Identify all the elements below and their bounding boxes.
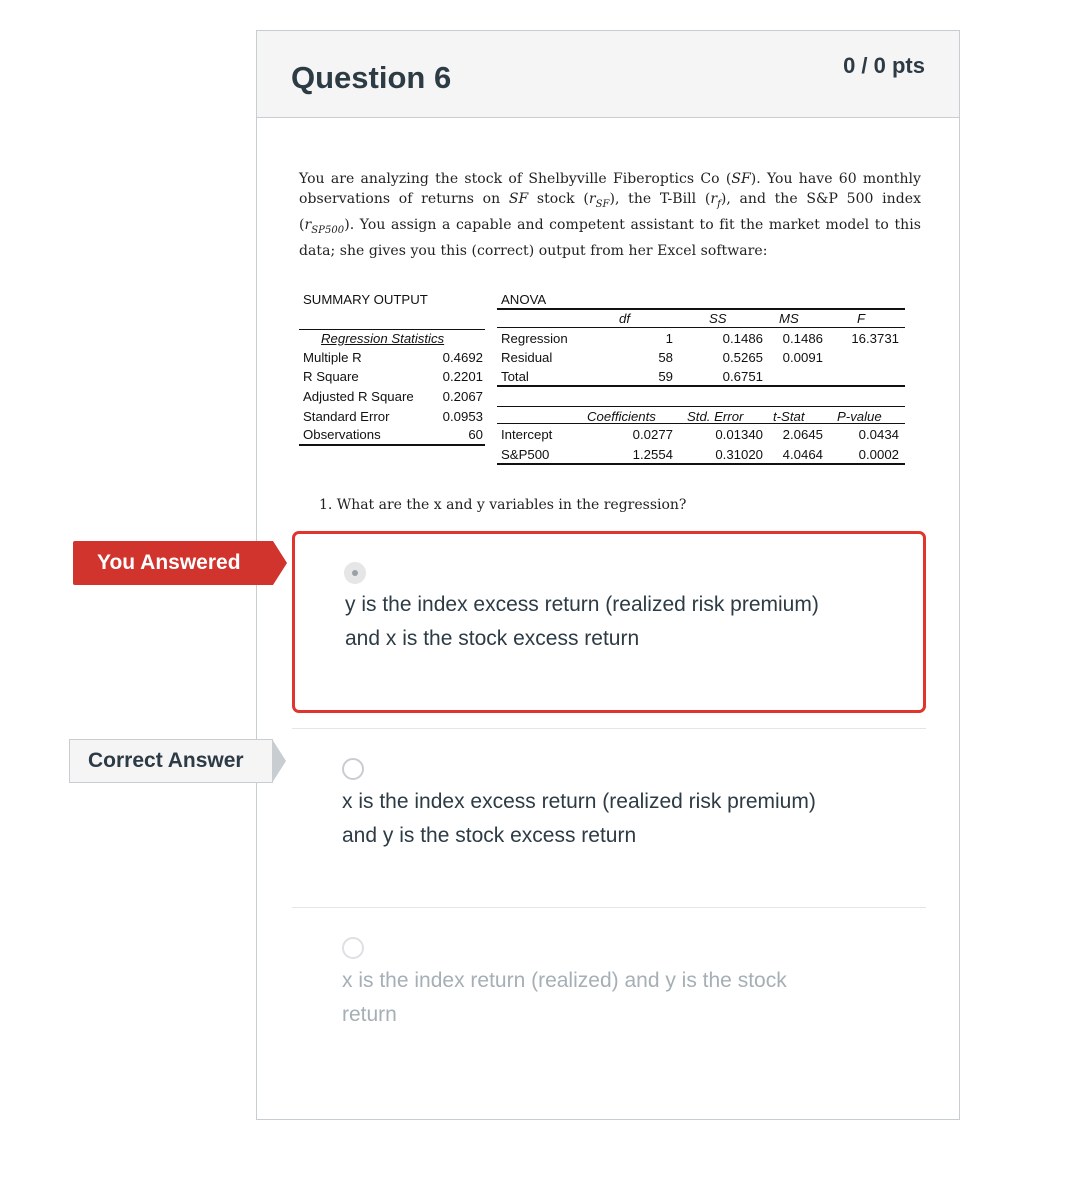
stat-label: R Square	[303, 369, 359, 384]
sub-question: 1. What are the x and y variables in the regression?	[319, 497, 687, 513]
stat-value: 0.4692	[442, 350, 483, 365]
se-value: 0.01340	[715, 427, 763, 442]
answer-radio-2[interactable]	[342, 758, 364, 780]
stat-value: 60	[468, 427, 483, 442]
answer-radio-3[interactable]	[342, 937, 364, 959]
stat-value: 0.2201	[442, 369, 483, 384]
anova-header-f: F	[857, 311, 866, 326]
tstat-header: t-Stat	[773, 409, 805, 424]
pvalue-value: 0.0434	[858, 427, 899, 442]
question-points: 0 / 0 pts	[843, 53, 925, 78]
answer-text-3: x is the index return (realized) and y is the stock return	[342, 969, 787, 1026]
coef-header: Coefficients	[587, 409, 656, 424]
anova-row-label: Regression	[501, 331, 568, 346]
answer-text-2: x is the index excess return (realized risk premium) and y is the stock excess return	[342, 790, 816, 847]
you-answered-flag: You Answered	[73, 541, 273, 585]
correct-answer-flag: Correct Answer	[69, 739, 273, 783]
pvalue-value: 0.0002	[858, 447, 899, 462]
answer-radio-1[interactable]	[344, 562, 366, 584]
anova-ms: 0.1486	[782, 331, 823, 346]
tstat-value: 2.0645	[782, 427, 823, 442]
tstat-value: 4.0464	[782, 447, 823, 462]
stat-label: Observations	[303, 427, 381, 442]
summary-title: SUMMARY OUTPUT	[303, 292, 428, 307]
anova-title: ANOVA	[501, 292, 547, 307]
stat-label: Multiple R	[303, 350, 362, 365]
question-content	[299, 169, 921, 489]
anova-ss: 0.1486	[722, 331, 763, 346]
answer-text-1: y is the index excess return (realized risk premium) and x is the stock excess return	[345, 593, 819, 650]
coef-row-label: Intercept	[501, 427, 553, 442]
anova-header-ms: MS	[779, 311, 799, 326]
stat-label: Standard Error	[303, 409, 390, 424]
anova-row-label: Total	[501, 369, 529, 384]
stat-label: Adjusted R Square	[303, 389, 414, 404]
anova-header-ss: SS	[709, 311, 727, 326]
reg-stats-header: Regression Statistics	[321, 331, 445, 346]
anova-df: 59	[658, 369, 673, 384]
anova-df: 1	[665, 331, 673, 346]
stat-value: 0.0953	[442, 409, 483, 424]
excel-output	[299, 169, 921, 489]
anova-ss: 0.6751	[722, 369, 763, 384]
se-value: 0.31020	[715, 447, 763, 462]
anova-df: 58	[658, 350, 673, 365]
question-title: Question 6	[291, 60, 452, 95]
anova-f: 16.3731	[851, 331, 899, 346]
question-header	[257, 31, 959, 118]
anova-header-df: df	[619, 311, 630, 326]
coef-row-label: S&P500	[501, 447, 550, 462]
anova-ss: 0.5265	[722, 350, 763, 365]
pvalue-header: P-value	[837, 409, 882, 424]
answer-divider	[292, 907, 926, 908]
coef-value: 1.2554	[632, 447, 673, 462]
question-prompt: You are analyzing the stock of Shelbyville Fiberoptics Co (SF). You have 60 monthly observations of returns on SF stock $(r_{SF})$, the T-Bill $(r_f)$, and the S&P 500 index $(r_{SP500})$. You assign a capable and competent assistant to fit the market model to this data; she gives you this (correct) output from her Excel software:	[299, 171, 922, 259]
se-header: Std. Error	[687, 409, 744, 424]
answer-divider	[292, 728, 926, 729]
anova-row-label: Residual	[501, 350, 553, 365]
coef-value: 0.0277	[632, 427, 673, 442]
stat-value: 0.2067	[442, 389, 483, 404]
anova-ms: 0.0091	[782, 350, 823, 365]
